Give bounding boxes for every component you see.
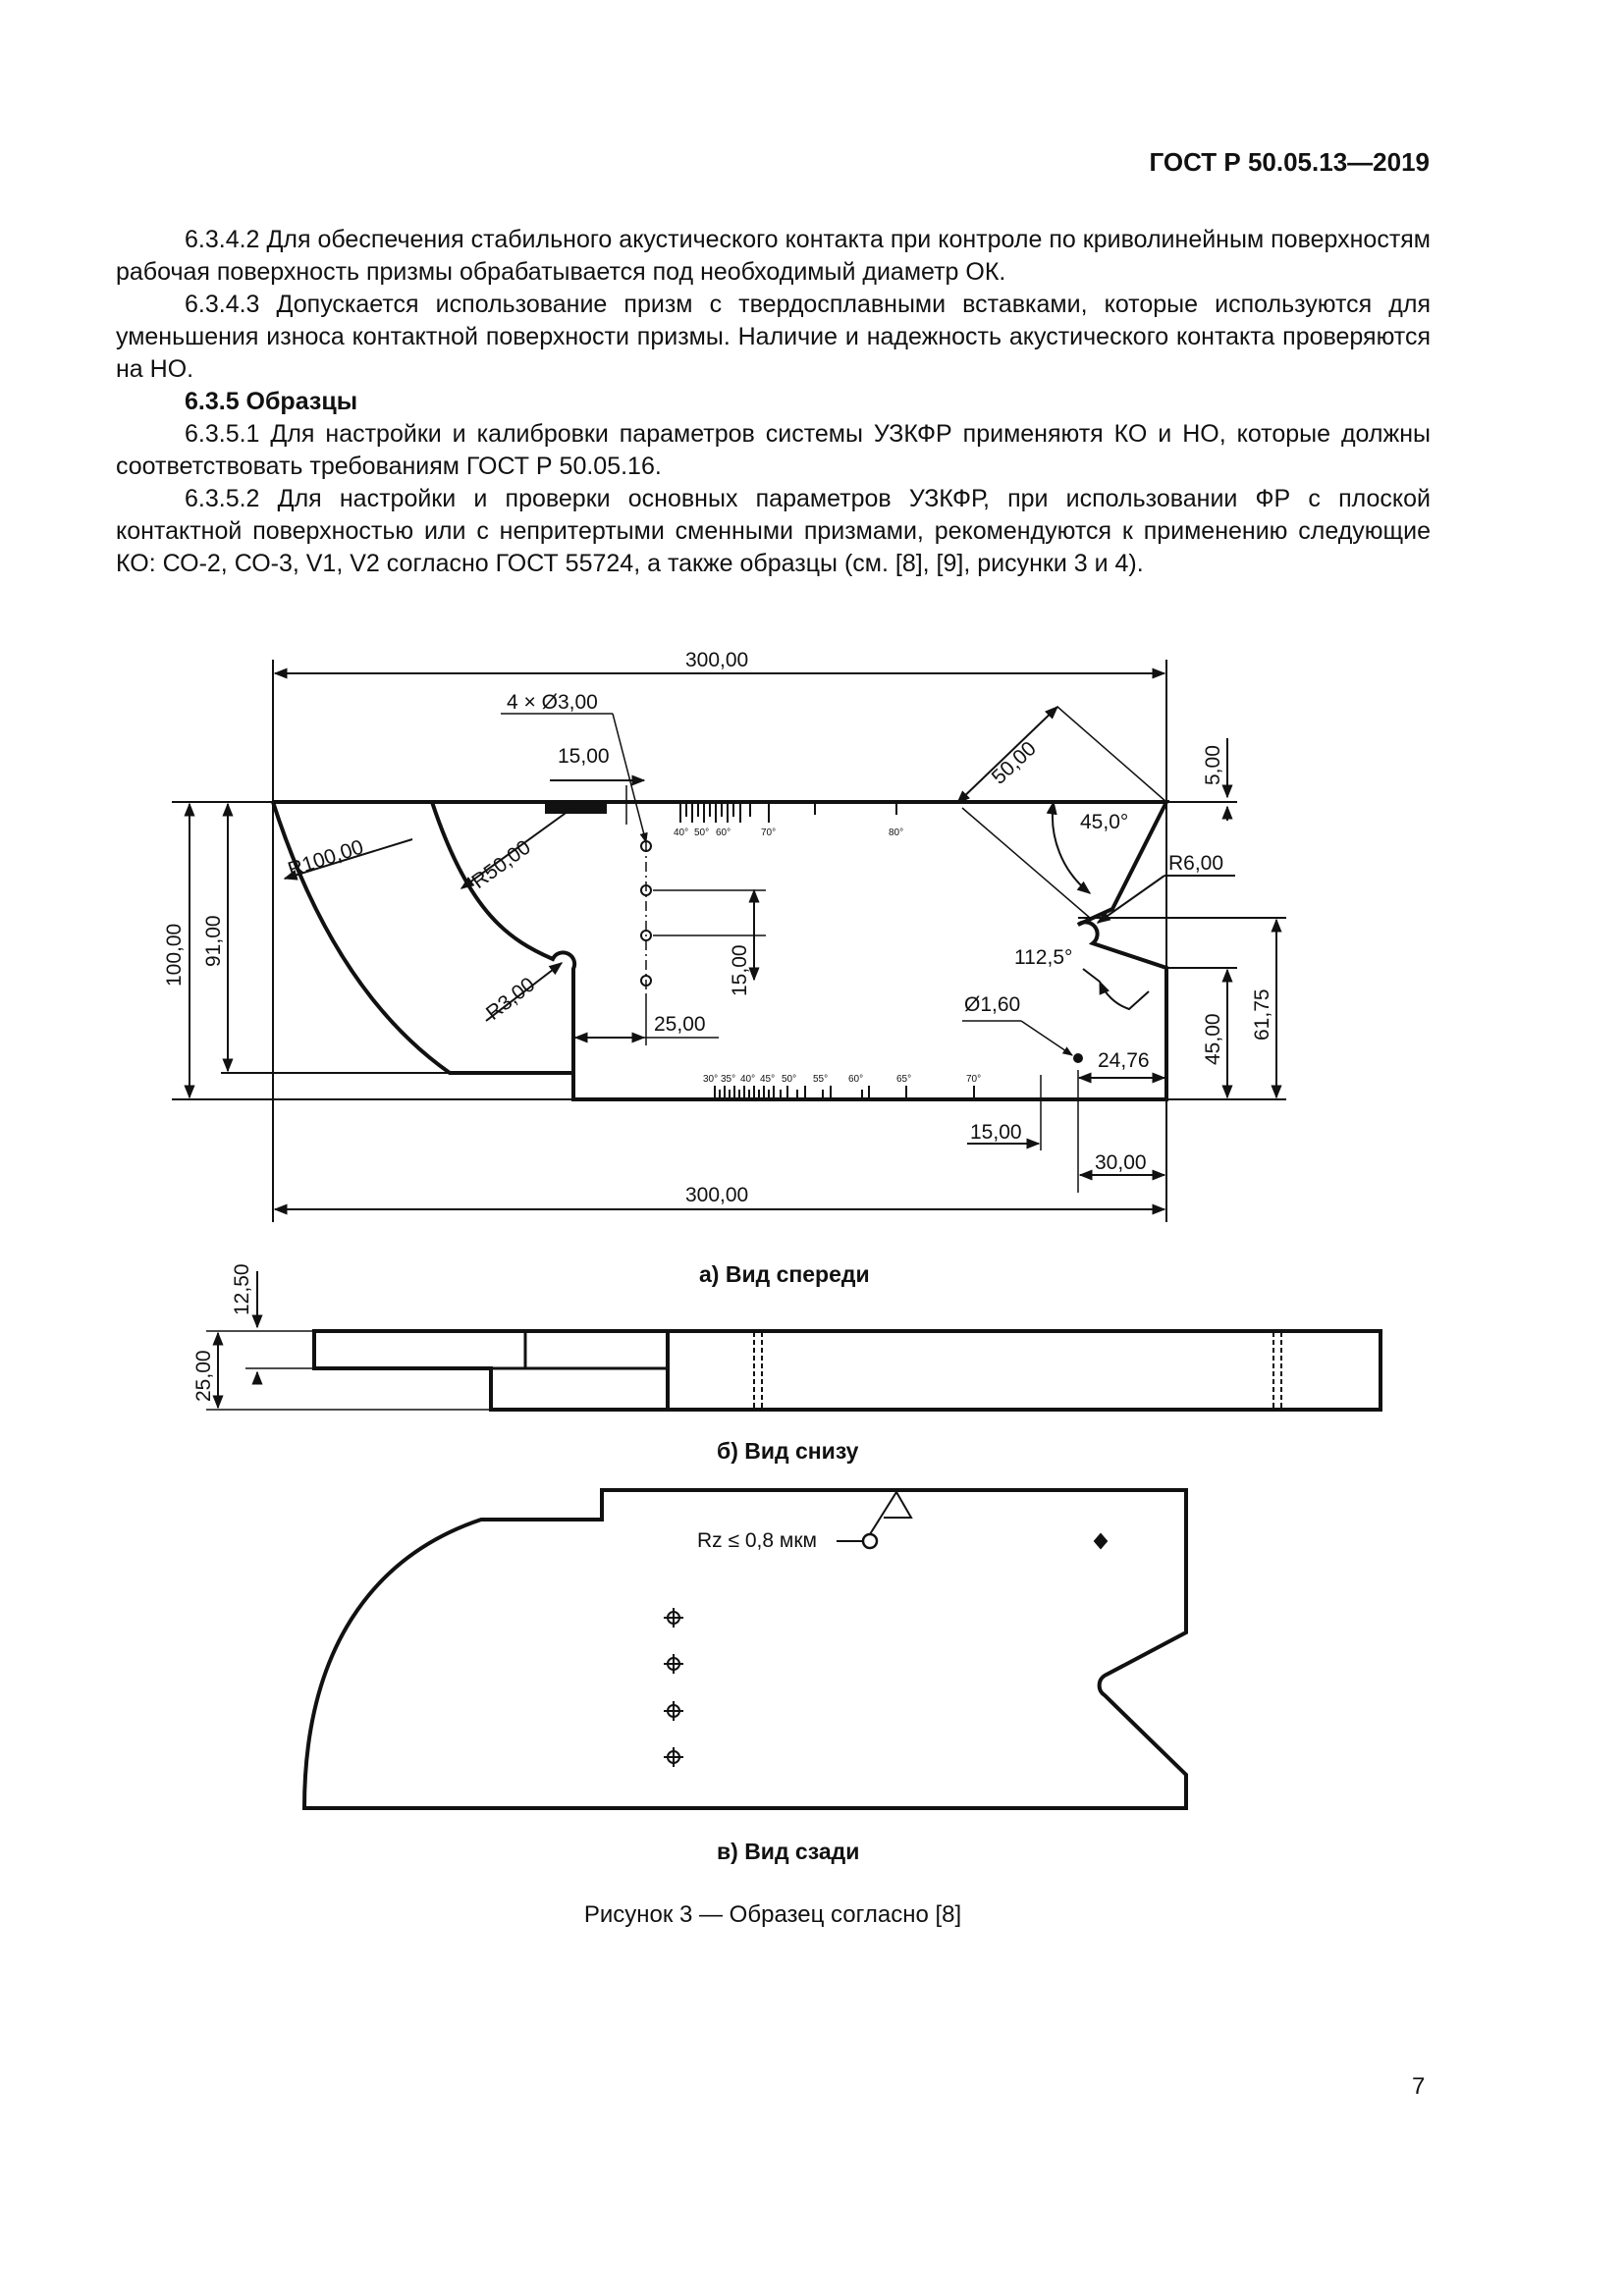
label-r100: R100,00 bbox=[285, 835, 367, 881]
label-hole-pitch: 15,00 bbox=[729, 944, 751, 996]
bottom-view bbox=[206, 1271, 1380, 1410]
label-r50: R50,00 bbox=[467, 835, 535, 894]
section-heading-6-3-5: 6.3.5 Образцы bbox=[185, 388, 358, 415]
bottom-scale-45: 45° bbox=[760, 1074, 776, 1085]
label-r6: R6,00 bbox=[1168, 852, 1224, 875]
front-view-labels bbox=[163, 649, 1273, 1206]
leader-holes-diag bbox=[613, 714, 646, 842]
label-25-total: 25,00 bbox=[192, 1350, 215, 1402]
bottom-scale-35: 35° bbox=[721, 1074, 736, 1085]
caption-back-view: в) Вид сзади bbox=[717, 1839, 860, 1864]
label-25: 25,00 bbox=[654, 1013, 706, 1036]
page-number: 7 bbox=[1412, 2073, 1426, 2100]
top-scale-70: 70° bbox=[761, 828, 777, 838]
label-12-50: 12,50 bbox=[231, 1263, 253, 1315]
paragraph-6-3-4-2: 6.3.4.2 Для обеспечения стабильного акустического контакта при контроле по криволинейным поверхностям рабочая поверхность призмы обрабатывается под необходимый диаметр ОК. bbox=[116, 226, 1431, 286]
top-scale-80: 80° bbox=[889, 828, 904, 838]
bottom-scale-55: 55° bbox=[813, 1074, 829, 1085]
bottom-scale-60: 60° bbox=[848, 1074, 864, 1085]
document-header: ГОСТ Р 50.05.13—2019 bbox=[1149, 147, 1430, 177]
dim-50-ext1 bbox=[962, 808, 1090, 918]
dim-50-ext2 bbox=[1057, 707, 1166, 802]
label-300-bottom: 300,00 bbox=[685, 1184, 749, 1206]
front-view bbox=[172, 660, 1286, 1222]
bottom-scale-70: 70° bbox=[966, 1074, 982, 1085]
bottom-scale-50: 50° bbox=[782, 1074, 797, 1085]
figure-title: Рисунок 3 — Образец согласно [8] bbox=[583, 1901, 962, 1928]
back-hole-small bbox=[1095, 1534, 1107, 1548]
top-scale-50: 50° bbox=[694, 828, 710, 838]
label-r3: R3,00 bbox=[481, 973, 540, 1025]
label-roughness: Rz ≤ 0,8 мкм bbox=[697, 1529, 817, 1552]
bottom-view-outline bbox=[314, 1331, 1380, 1410]
leader-d16-diag bbox=[1021, 1021, 1072, 1055]
leader-112 bbox=[1083, 969, 1100, 982]
r100-arc bbox=[273, 802, 573, 1073]
notch-block bbox=[545, 800, 607, 814]
top-scale-40: 40° bbox=[674, 828, 689, 838]
label-30-bottom: 30,00 bbox=[1095, 1151, 1147, 1174]
label-45deg: 45,0° bbox=[1080, 811, 1129, 833]
roughness-symbol bbox=[870, 1492, 911, 1534]
top-scale-60: 60° bbox=[716, 828, 731, 838]
bottom-scale-30: 30° bbox=[703, 1074, 719, 1085]
bottom-scale-40: 40° bbox=[740, 1074, 756, 1085]
label-holes: 4 × Ø3,00 bbox=[507, 691, 598, 714]
label-15-bottom: 15,00 bbox=[970, 1121, 1022, 1144]
label-100: 100,00 bbox=[163, 923, 186, 987]
label-45: 45,00 bbox=[1202, 1013, 1224, 1065]
leader-r6-diag bbox=[1098, 876, 1164, 923]
paragraph-6-3-4-3: 6.3.4.3 Допускается использование призм с твердосплавными вставками, которые используются для уменьшения износа контактной поверхности призмы. Наличие и надежность акустического контакта проверяются на НО. bbox=[116, 291, 1431, 383]
label-24: 24,76 bbox=[1098, 1049, 1150, 1072]
label-hole-offset: 15,00 bbox=[558, 745, 610, 768]
hole-small bbox=[1074, 1054, 1082, 1062]
paragraph-6-3-5-2: 6.3.5.2 Для настройки и проверки основных параметров УЗКФР, при использовании ФР с плоской контактной поверхностью или с непритертыми сменными призмами, рекомендуются к применению следующие КО: СО-2, СО-3, V1, V2 согласно ГОСТ 55724, а также образцы (см. [8], [9], рисунки 3 и 4). bbox=[116, 485, 1431, 577]
back-holes bbox=[664, 1534, 1107, 1767]
paragraph-6-3-5-1: 6.3.5.1 Для настройки и калибровки параметров системы УЗКФР применяютя КО и НО, которые должны соответствовать требованиям ГОСТ Р 50.05.16. bbox=[116, 420, 1431, 480]
caption-bottom-view: б) Вид снизу bbox=[717, 1438, 859, 1464]
label-5: 5,00 bbox=[1202, 745, 1224, 785]
label-d16: Ø1,60 bbox=[964, 993, 1021, 1016]
bottom-angle-scale-labels bbox=[703, 1074, 981, 1085]
roughness-circle bbox=[863, 1534, 877, 1548]
top-angle-scale bbox=[680, 803, 896, 823]
caption-front-view: а) Вид спереди bbox=[699, 1261, 870, 1287]
label-91: 91,00 bbox=[202, 915, 225, 967]
label-112: 112,5° bbox=[1014, 946, 1073, 969]
label-61: 61,75 bbox=[1251, 988, 1273, 1041]
bottom-scale-65: 65° bbox=[896, 1074, 912, 1085]
bottom-angle-scale bbox=[715, 1086, 974, 1098]
dim-112-arc bbox=[1100, 982, 1149, 1009]
label-300-top: 300,00 bbox=[685, 649, 749, 671]
label-chamfer-50: 50,00 bbox=[987, 736, 1041, 789]
top-angle-scale-labels bbox=[674, 828, 903, 838]
